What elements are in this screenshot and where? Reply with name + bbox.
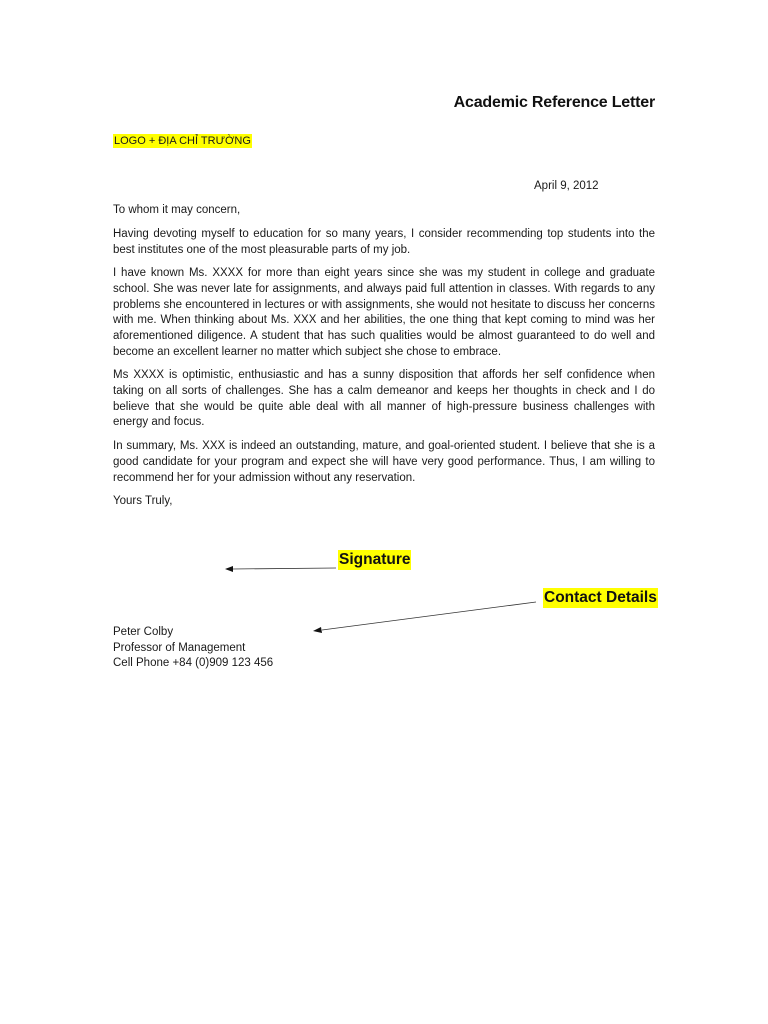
body-paragraph-3: Ms XXXX is optimistic, enthusiastic and has a sunny disposition that affords her self confidence when taking on all sorts of challenges. She has a calm demeanor and keeps her thoughts in check and I do believe that she would be quite able deal with all manner of high-pressure business challenges with energy and focus. (113, 369, 655, 429)
contact-position: Professor of Management (113, 641, 246, 654)
signature-arrow-line (233, 568, 336, 569)
contact-arrow-line (322, 602, 536, 630)
contact-block (113, 625, 273, 672)
closing: Yours Truly, (113, 495, 173, 507)
logo-address-placeholder: LOGO + ĐỊA CHỈ TRƯỜNG (114, 135, 251, 147)
salutation: To whom it may concern, (113, 204, 241, 216)
signature-arrowhead-icon (225, 566, 233, 572)
contact-details-callout: Contact Details (544, 589, 657, 606)
letter-date: April 9, 2012 (534, 180, 599, 192)
body-paragraph-2: I have known Ms. XXXX for more than eight years since she was my student in college and graduate school. She was never late for assignments, and always paid full attention in classes. With regards to any problems she encountered in lectures or with assignments, she would not hesitate to discuss her concerns with me. When thinking about Ms. XXX and her abilities, the one thing that kept coming to mind was her aforementioned diligence. A student that has such qualities would be almost guaranteed to do well and become an excellent learner no matter which subject she chose to embrace. (113, 267, 655, 358)
contact-arrowhead-icon (313, 627, 322, 633)
signature-callout: Signature (339, 551, 411, 568)
contact-name: Peter Colby (113, 626, 174, 638)
letter-title: Academic Reference Letter (453, 94, 655, 111)
body-paragraph-4: In summary, Ms. XXX is indeed an outstanding, mature, and goal-oriented student. I believe that she is a good candidate for your program and expect she will have very good performance. Thus, I am willing to recommend her for your admission without any reservation. (113, 440, 655, 484)
body-paragraph-1: Having devoting myself to education for so many years, I consider recommending top students into the best institutes one of the most pleasurable parts of my job. (113, 228, 655, 256)
contact-phone: Cell Phone +84 (0)909 123 456 (113, 657, 274, 669)
